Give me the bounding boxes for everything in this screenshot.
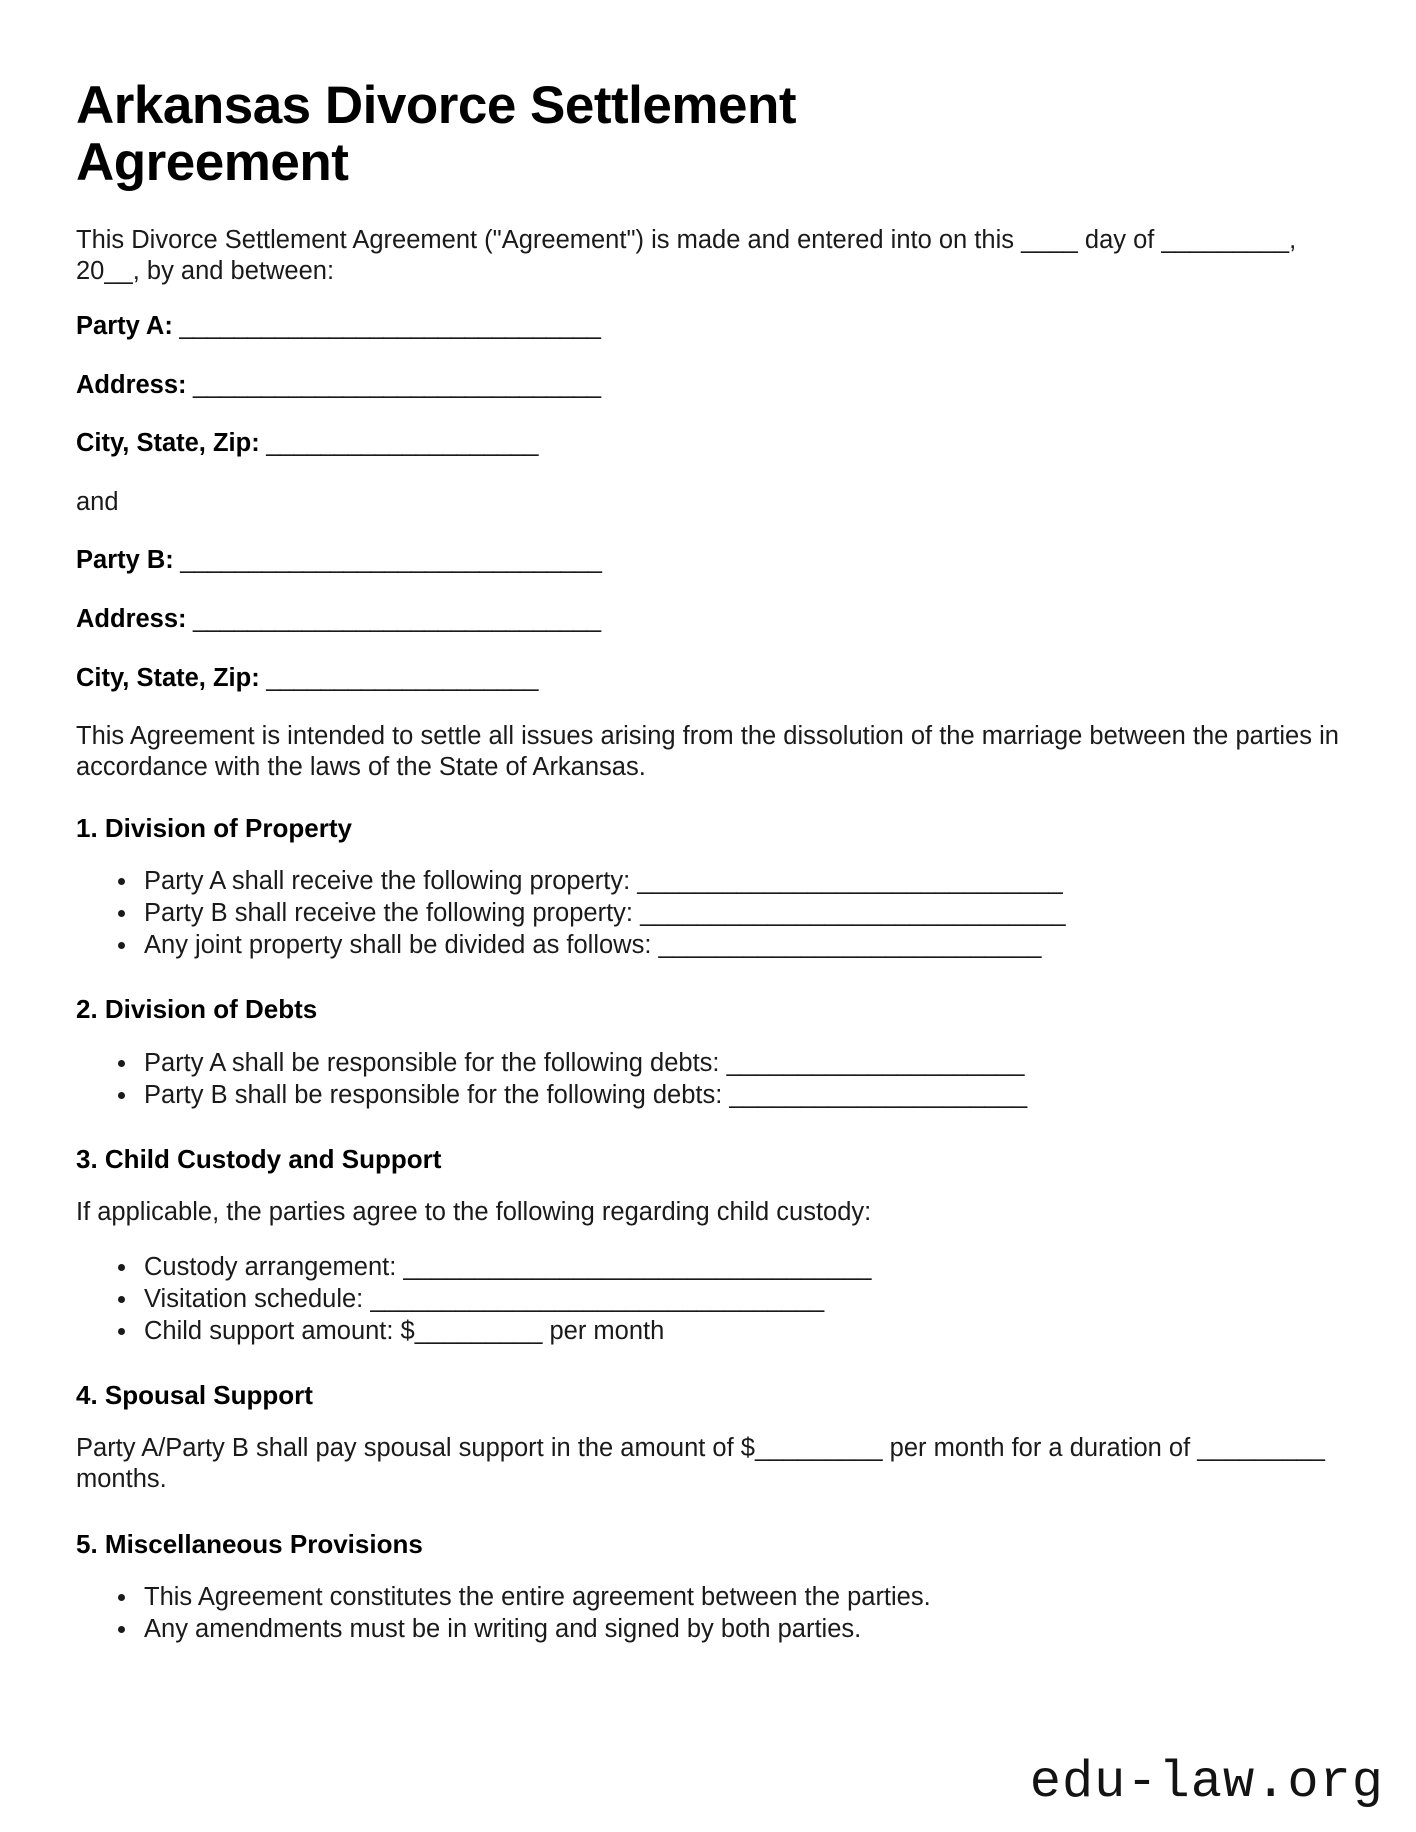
party-b-city-blank[interactable]: ____________________ [259, 663, 538, 692]
section-5-bullet-list [76, 1582, 1342, 1644]
party-b-address-label: Address: [76, 605, 187, 634]
party-b-city-field [76, 663, 1342, 694]
list-item: Party A shall be responsible for the following debts: _____________________ [114, 1048, 1342, 1078]
purpose-paragraph: This Agreement is intended to settle all issues arising from the dissolution of the marriage between the parties in accordance with the laws of the State of Arkansas. [76, 722, 1339, 782]
list-item: Party A shall receive the following property: ______________________________ [114, 866, 1342, 896]
section-3-intro: If applicable, the parties agree to the following regarding child custody: [76, 1197, 872, 1226]
list-item: Custody arrangement: _________________________________ [114, 1252, 1342, 1282]
party-a-address-blank[interactable]: ______________________________ [186, 370, 601, 399]
party-b-name-label: Party B: [76, 546, 174, 575]
list-item: Party B shall be responsible for the following debts: _____________________ [114, 1080, 1342, 1110]
party-a-name-blank[interactable]: _______________________________ [172, 312, 601, 341]
section-heading-child-custody-and-support: 3. Child Custody and Support [76, 1143, 442, 1174]
party-a-address-label: Address: [76, 370, 187, 399]
and-separator: and [76, 487, 119, 516]
section-4-body: Party A/Party B shall pay spousal support in the amount of $_________ per month for a duration of _________ months. [76, 1434, 1325, 1493]
party-a-name-field [76, 311, 1342, 342]
party-a-city-label: City, State, Zip: [76, 429, 260, 458]
section-heading-division-of-debts: 2. Division of Debts [76, 994, 318, 1025]
section-1-bullet-list [76, 866, 1342, 960]
party-b-name-blank[interactable]: _______________________________ [173, 546, 602, 575]
page-title: Arkansas Divorce Settlement Agreement [76, 76, 796, 192]
list-item: This Agreement constitutes the entire agreement between the parties. [114, 1582, 1342, 1612]
intro-paragraph: This Divorce Settlement Agreement ("Agreement") is made and entered into on this ____ day of _________, 20__, by and between: [76, 226, 1297, 286]
section-heading-spousal-support: 4. Spousal Support [76, 1379, 313, 1410]
list-item: Any amendments must be in writing and signed by both parties. [114, 1614, 1342, 1644]
party-a-address-field [76, 370, 1342, 401]
list-item: Child support amount: $_________ per month [114, 1316, 1342, 1346]
party-b-city-label: City, State, Zip: [76, 663, 260, 692]
party-b-name-field [76, 545, 1342, 576]
list-item: Any joint property shall be divided as follows: ___________________________ [114, 930, 1342, 960]
section-2-bullet-list [76, 1048, 1342, 1110]
party-b-address-field [76, 604, 1342, 635]
list-item: Visitation schedule: ________________________________ [114, 1284, 1342, 1314]
section-heading-division-of-property: 1. Division of Property [76, 812, 352, 843]
list-item: Party B shall receive the following property: ______________________________ [114, 898, 1342, 928]
party-b-address-blank[interactable]: ______________________________ [186, 605, 601, 634]
party-a-name-label: Party A: [76, 312, 173, 341]
party-a-city-blank[interactable]: ____________________ [259, 429, 538, 458]
party-a-city-field [76, 428, 1342, 459]
section-heading-miscellaneous-provisions: 5. Miscellaneous Provisions [76, 1528, 423, 1559]
section-3-bullet-list [76, 1252, 1342, 1346]
site-watermark: edu-law.org [1029, 1753, 1384, 1812]
